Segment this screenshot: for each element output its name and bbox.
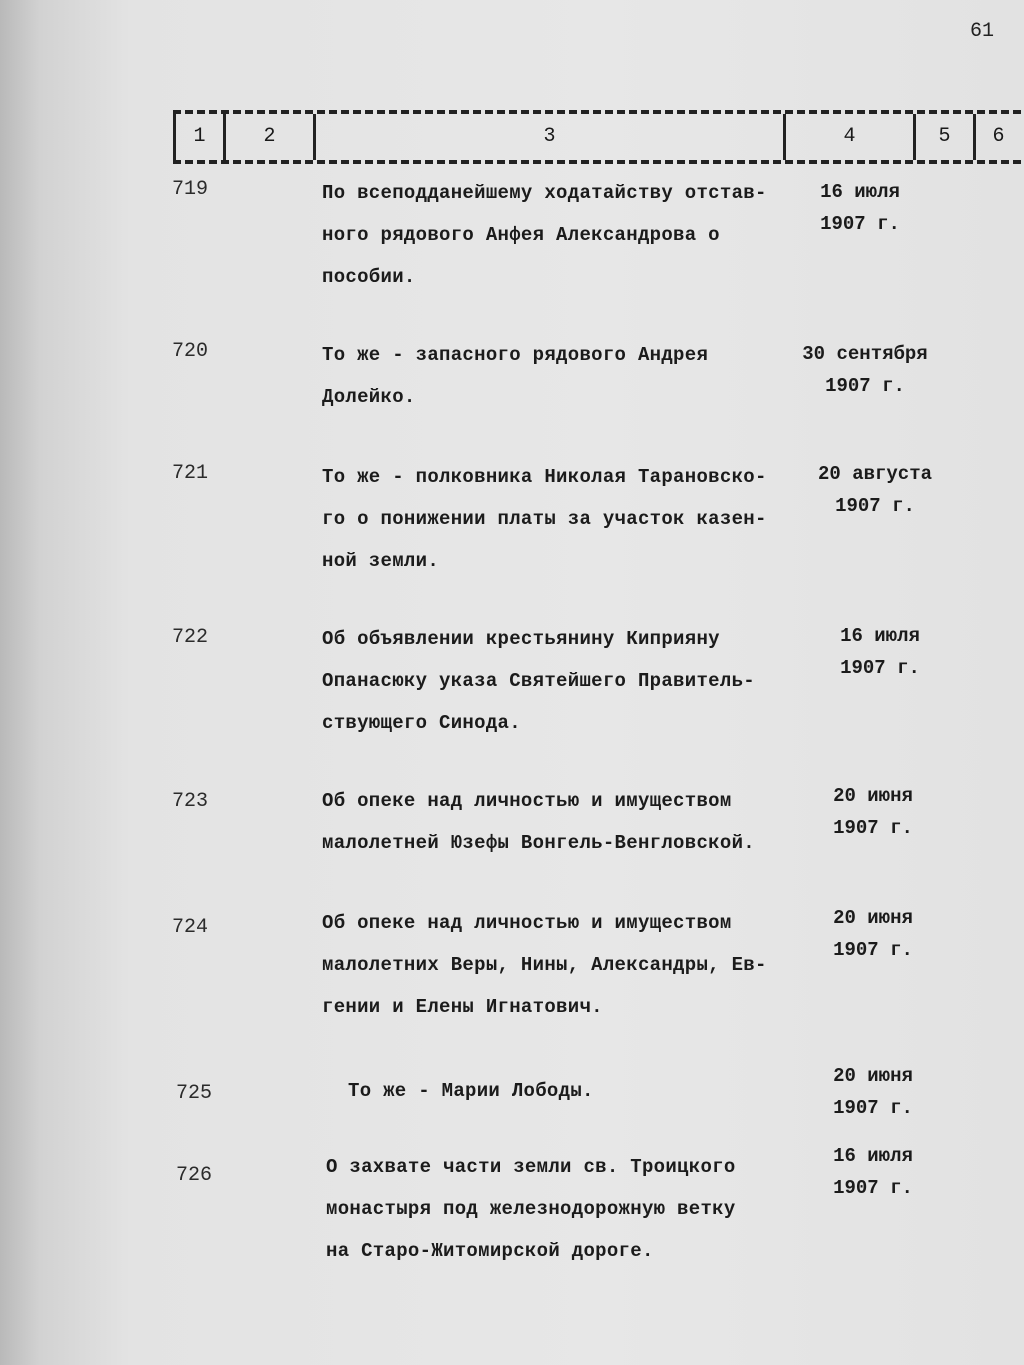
entry-text: То же - запасного рядового Андрея Долейко.	[322, 344, 709, 408]
entry-number: 719	[172, 178, 209, 201]
entry-text: То же - полковника Николая Тарановско- го о понижении платы за участок казен- ной земли.	[322, 466, 767, 572]
entry-number: 723	[172, 790, 209, 813]
entry-date: 20 августа 1907 г.	[817, 463, 933, 517]
entry-number: 725	[176, 1082, 213, 1105]
header-col-1: 1	[173, 114, 223, 160]
entry-date: 20 июня 1907 г.	[833, 1065, 913, 1119]
entry-date: 30 сентября 1907 г.	[802, 343, 928, 397]
entry-text: То же - Марии Лободы.	[348, 1080, 594, 1102]
entry-number: 721	[172, 462, 209, 485]
entry-date: 20 июня 1907 г.	[833, 785, 913, 839]
entry-text: По всеподданейшему ходатайству отстав- ного рядового Анфея Александрова о пособии.	[322, 182, 767, 288]
entry-text: Об опеке над личностью и имуществом малолетней Юзефы Вонгель-Венгловской.	[322, 790, 755, 854]
header-col-5: 5	[913, 114, 973, 160]
entry-date: 16 июля 1907 г.	[840, 625, 920, 679]
entry-date: 16 июля 1907 г.	[820, 181, 900, 235]
entry-number: 724	[172, 916, 209, 939]
entry-number: 726	[176, 1164, 213, 1187]
entry-text: О захвате части земли св. Троицкого монастыря под железнодорожную ветку на Старо-Житомирской дороге.	[326, 1156, 736, 1262]
entry-number: 722	[172, 626, 209, 649]
header-col-3: 3	[313, 114, 783, 160]
entry-text: Об опеке над личностью и имуществом малолетних Веры, Нины, Александры, Ев- гении и Елены Игнатович.	[322, 912, 767, 1018]
entry-text: Об объявлении крестьянину Киприяну Опанасюку указа Святейшего Правитель- ствующего Синода.	[322, 628, 755, 734]
page-number: 61	[969, 20, 994, 43]
table-header	[173, 110, 1021, 164]
header-col-2: 2	[223, 114, 313, 160]
header-col-6: 6	[973, 114, 1021, 160]
entry-number: 720	[172, 340, 209, 363]
header-col-4: 4	[783, 114, 913, 160]
entry-date: 20 июня 1907 г.	[833, 907, 913, 961]
entry-date: 16 июля 1907 г.	[833, 1145, 913, 1199]
